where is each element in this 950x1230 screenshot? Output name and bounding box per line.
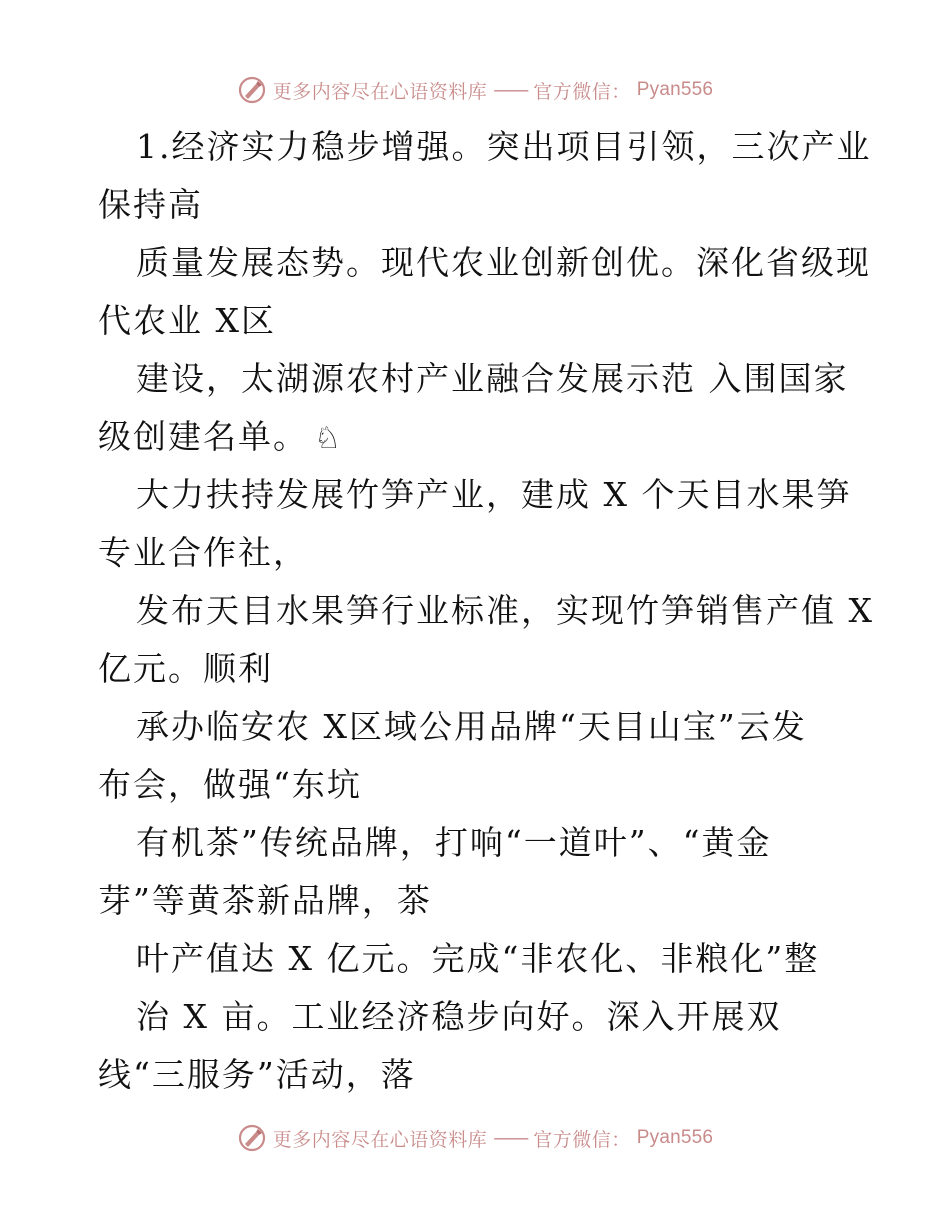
pen-logo-icon bbox=[237, 1123, 267, 1153]
pen-logo-icon bbox=[237, 75, 267, 105]
watermark-wechat-label: 官方微信： bbox=[533, 1128, 631, 1151]
text-line: 建设，太湖源农村产业融合发展示范 入围国家 bbox=[136, 359, 849, 398]
watermark-header bbox=[0, 70, 950, 110]
text-line-with-symbol bbox=[98, 408, 898, 466]
watermark-separator: —— bbox=[493, 79, 528, 101]
watermark-footer bbox=[0, 1118, 950, 1158]
text-line: 线“三服务”活动，落 bbox=[98, 1055, 416, 1094]
text-line: 发布天目水果笋行业标准，实现竹笋销售产值 X bbox=[136, 591, 874, 630]
text-line: 代农业 X区 bbox=[98, 301, 276, 340]
watermark-wechat-id: Pyan556 bbox=[636, 1127, 714, 1148]
watermark-text: 更多内容尽在心语资料库 bbox=[272, 1128, 488, 1151]
text-line: 亿元。顺利 bbox=[98, 649, 273, 688]
text-line-content: 级创建名单。 bbox=[98, 417, 308, 456]
text-line: 大力扶持发展竹笋产业，建成 X 个天目水果笋 bbox=[136, 475, 852, 514]
text-line: 有机茶”传统品牌，打响“一道叶”、“黄金 bbox=[136, 823, 772, 862]
text-line: 治 X 亩。工业经济稳步向好。深入开展双 bbox=[136, 997, 782, 1036]
text-line: 叶产值达 X 亿元。完成“非农化、非粮化”整 bbox=[136, 939, 820, 978]
text-line: 保持高 bbox=[98, 185, 203, 224]
text-line: 质量发展态势。现代农业创新创优。深化省级现 bbox=[136, 243, 871, 282]
watermark-text: 更多内容尽在心语资料库 bbox=[272, 80, 488, 103]
text-line: 承办临安农 X区域公用品牌“天目山宝”云发 bbox=[136, 707, 807, 746]
text-line: 专业合作社， bbox=[98, 533, 308, 572]
text-line: 1.经济实力稳步增强。突出项目引领，三次产业 bbox=[136, 127, 872, 166]
document-body bbox=[98, 118, 898, 1104]
text-line: 芽”等黄茶新品牌，茶 bbox=[98, 881, 432, 920]
knight-symbol-icon: ♘ bbox=[314, 421, 343, 456]
watermark-wechat-id: Pyan556 bbox=[636, 79, 714, 100]
watermark-separator: —— bbox=[493, 1127, 528, 1149]
watermark-wechat-label: 官方微信： bbox=[533, 80, 631, 103]
text-line: 布会，做强“东坑 bbox=[98, 765, 362, 804]
